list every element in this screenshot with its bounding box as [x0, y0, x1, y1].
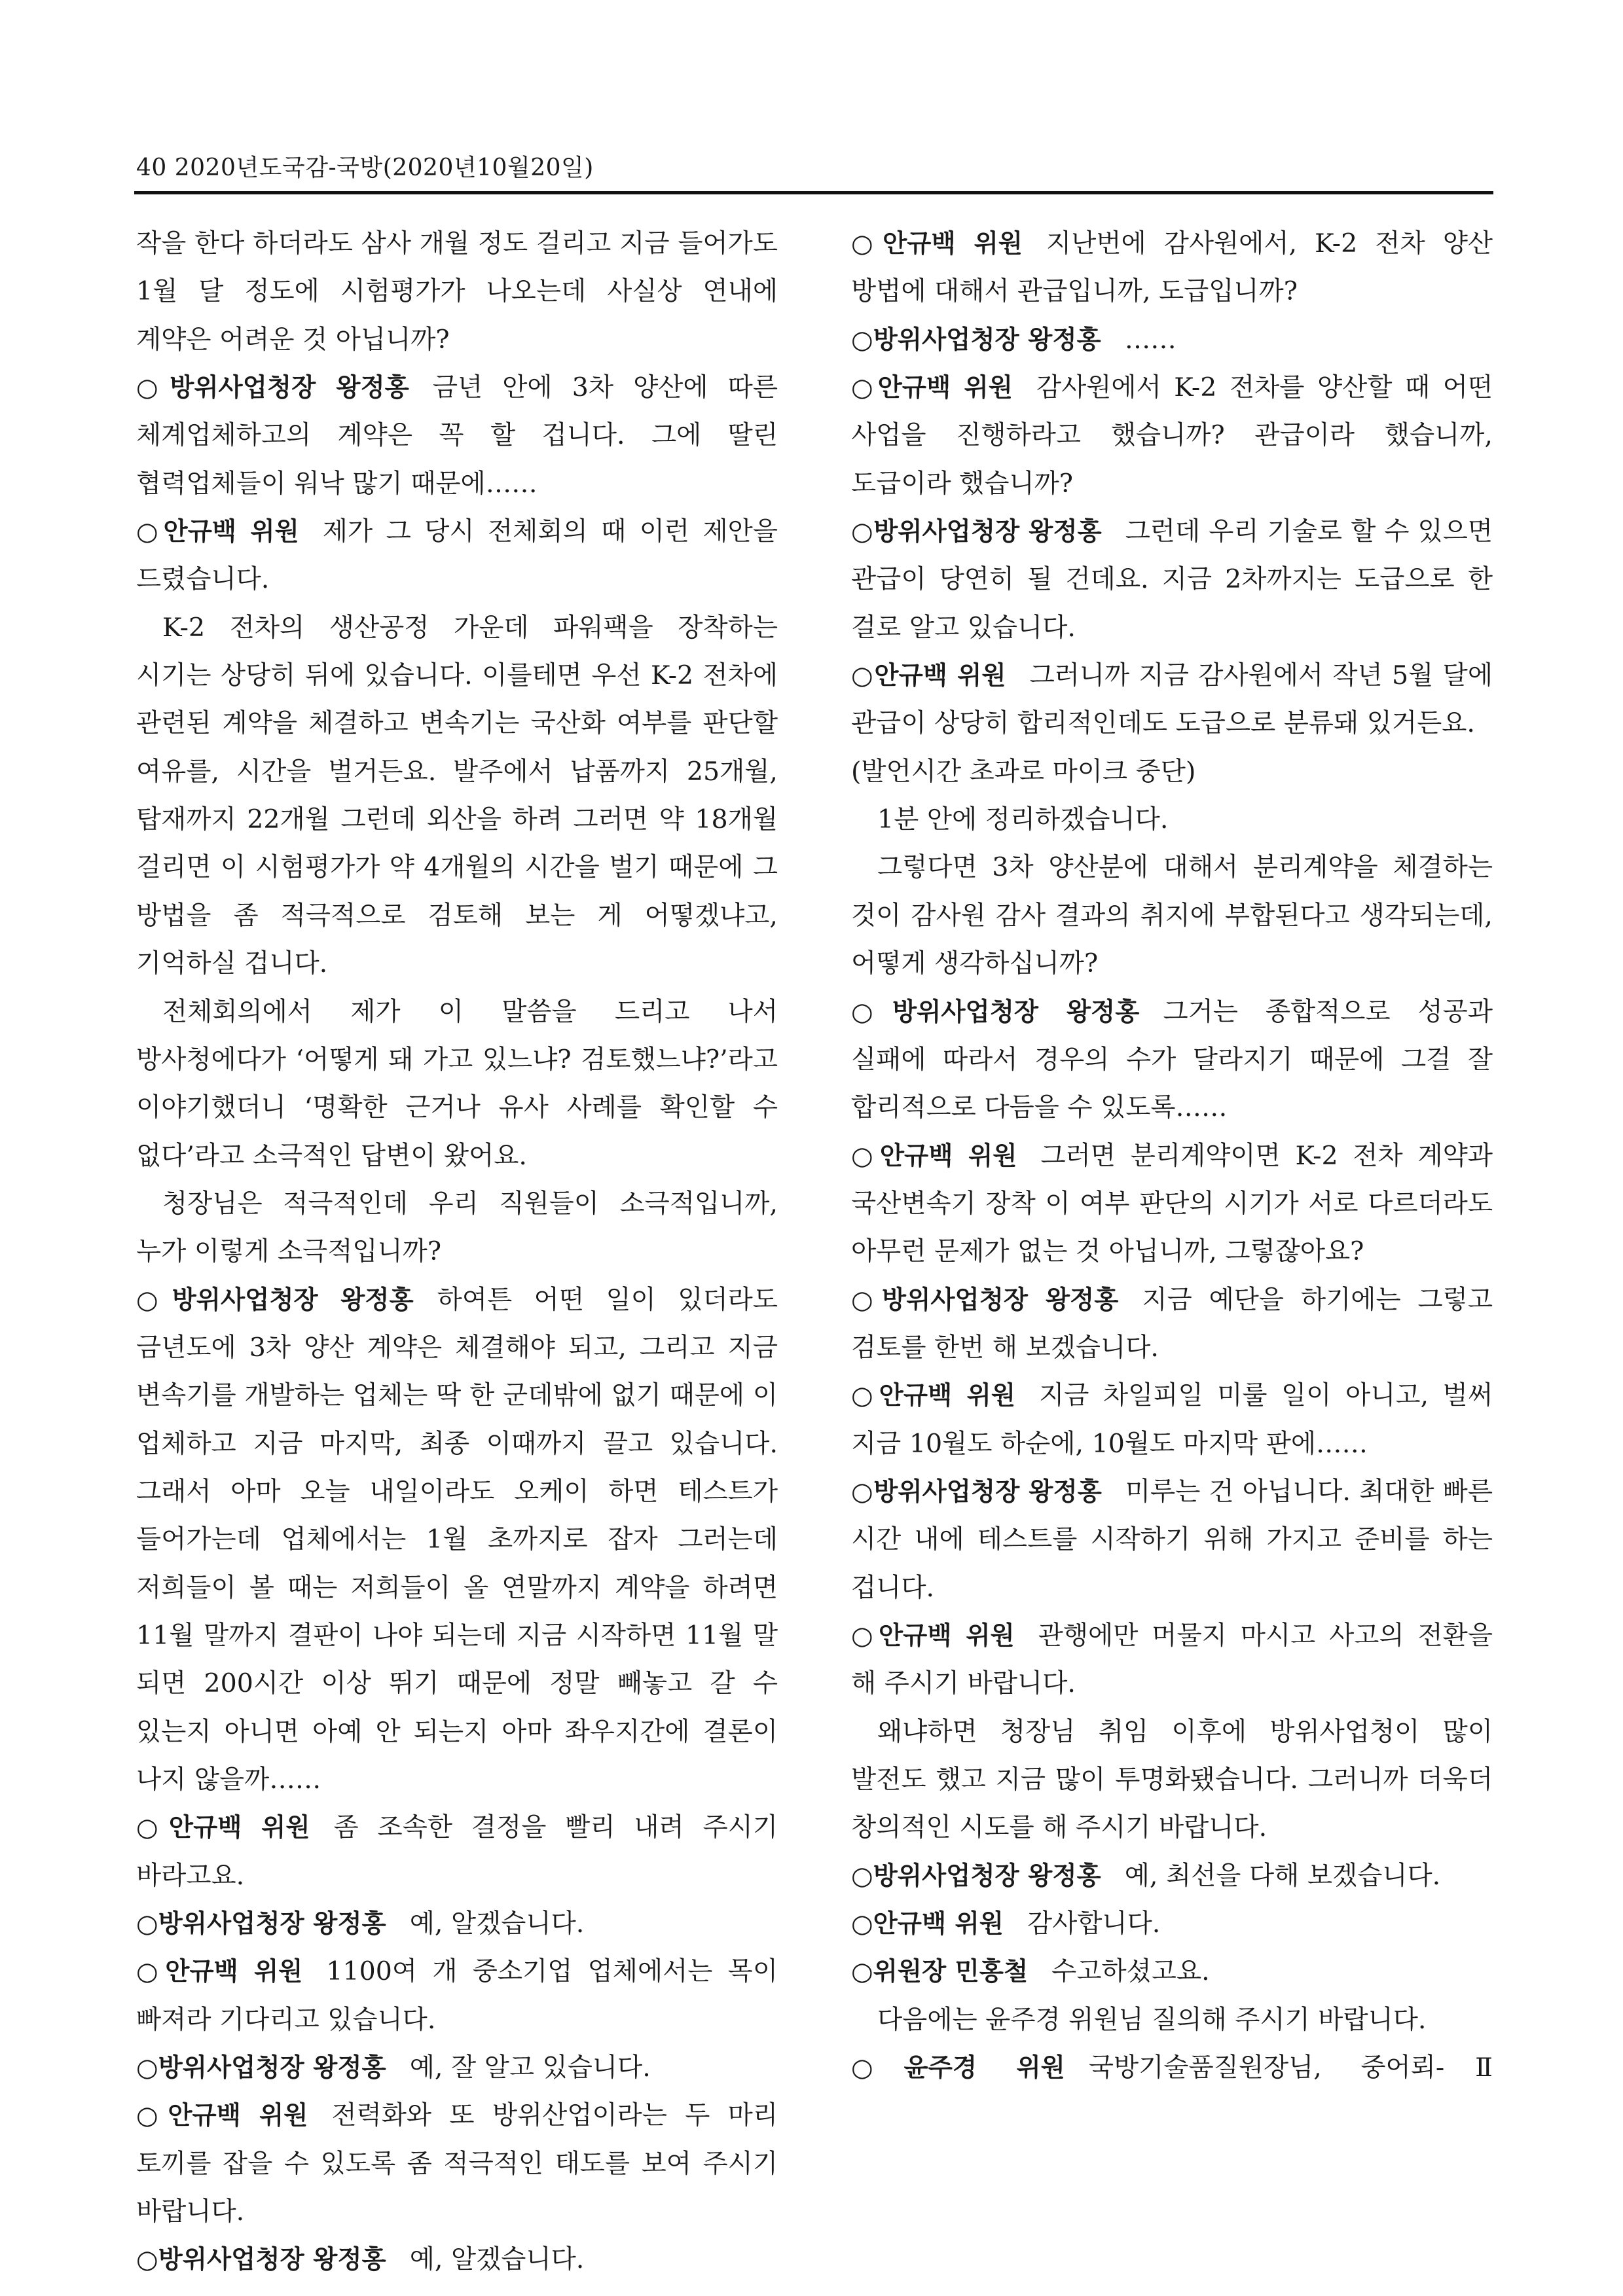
statement-paragraph — [851, 652, 1493, 748]
statement-paragraph — [851, 220, 1493, 316]
header-rule — [134, 191, 1493, 194]
speaker-label: ○안규백 위원 — [851, 1909, 1004, 1939]
continuation-paragraph — [136, 988, 778, 1180]
statement-paragraph — [136, 1276, 778, 1804]
speaker-label: ○안규백 위원 — [851, 229, 1023, 259]
statement-text: 예, 잘 알고 있습니다. — [409, 2053, 651, 2083]
speaker-label: ○방위사업청장 왕정홍 — [851, 1285, 1119, 1315]
statement-text: 제가 그 당시 전체회의 때 이런 제안을 드렸습니다. — [136, 516, 778, 595]
statement-text: 전체회의에서 제가 이 말씀을 드리고 나서 방사청에다가 ‘어떻게 돼 가고 있느냐? 검토했느냐?’라고 이야기했더니 ‘명확한 근거나 유사 사례를 확인할 수 없다’라고 소극적인 답변이 왔어요. — [136, 996, 778, 1171]
statement-paragraph — [851, 1132, 1493, 1276]
right-column — [851, 220, 1493, 2092]
statement-paragraph — [851, 1900, 1493, 1948]
statement-text: 수고하셨고요. — [1051, 1956, 1210, 1987]
speaker-label: ○방위사업청장 왕정홍 — [136, 1909, 386, 1939]
statement-text: 지금 차일피일 미룰 일이 아니고, 벌써 지금 10월도 하순에, 10월도 마지막 판에…… — [851, 1380, 1493, 1459]
statement-text: 그러니까 지금 감사원에서 작년 5월 달에 관급이 상당히 합리적인데도 도급으로 분류돼 있거든요. — [851, 660, 1493, 739]
statement-text: 전력화와 또 방위산업이라는 두 마리 토끼를 잡을 수 있도록 좀 적극적인 태도를 보여 주시기 바랍니다. — [136, 2100, 778, 2227]
continuation-paragraph — [136, 1180, 778, 1276]
speaker-label: ○위원장 민홍철 — [851, 1957, 1029, 1987]
statement-paragraph — [851, 1852, 1493, 1900]
speaker-label: ○안규백 위원 — [136, 2101, 308, 2131]
statement-text: 예, 알겠습니다. — [409, 1909, 585, 1939]
speaker-label: ○안규백 위원 — [851, 1141, 1017, 1171]
statement-text: K-2 전차의 생산공정 가운데 파워팩을 장착하는 시기는 상당히 뒤에 있습니다. 이를테면 우선 K-2 전차에 관련된 계약을 체결하고 변속기는 국산화 여부를 판단할 여유를, 시간을 벌거든요. 발주에서 납품까지 25개월, 탑재까지 22개월 그런데 외산을 하려 그러면 약 18개월 걸리면 이 시험평가가 약 4개월의 시간을 벌기 때문에 그 방법을 좀 적극적으로 검토해 보는 게 어떻겠냐고, 기억하실 겁니다. — [136, 612, 778, 979]
statement-text: 미루는 건 아닙니다. 최대한 빠른 시간 내에 테스트를 시작하기 위해 가지고 준비를 하는 겁니다. — [851, 1476, 1493, 1603]
statement-text: 하여튼 어떤 일이 있더라도 금년도에 3차 양산 계약은 체결해야 되고, 그리고 지금 변속기를 개발하는 업체는 딱 한 군데밖에 없기 때문에 이 업체하고 지금 마지막, 최종 이때까지 끌고 있습니다. 그래서 아마 오늘 내일이라도 오케이 하면 테스트가 들어가는데 업체에서는 1월 초까지로 잡자 그러는데 저희들이 볼 때는 저희들이 올 연말까지 계약을 하려면 11월 말까지 결판이 나야 되는데 지금 시작하면 11월 말 되면 200시간 이상 뛰기 때문에 정말 빼놓고 갈 수 있는지 아니면 아예 안 되는지 아마 좌우지간에 결론이 나지 않을까…… — [136, 1284, 778, 1795]
statement-paragraph — [851, 316, 1493, 364]
statement-text: 청장님은 적극적인데 우리 직원들이 소극적입니까, 누가 이렇게 소극적입니까? — [136, 1188, 778, 1267]
speaker-label: ○방위사업청장 왕정홍 — [851, 325, 1101, 355]
statement-paragraph — [851, 508, 1493, 652]
statement-paragraph — [851, 1948, 1493, 1996]
statement-paragraph — [136, 1900, 778, 1948]
continuation-paragraph — [851, 1708, 1493, 1852]
continuation-paragraph — [851, 796, 1493, 844]
statement-text: 그런데 우리 기술로 할 수 있으면 관급이 당연히 될 건데요. 지금 2차까지는 도급으로 한 걸로 알고 있습니다. — [851, 516, 1493, 643]
statement-paragraph — [136, 2092, 778, 2236]
statement-paragraph — [851, 1612, 1493, 1708]
continuation-paragraph — [851, 748, 1493, 796]
speaker-label: ○안규백 위원 — [851, 1381, 1016, 1411]
statement-paragraph — [851, 2044, 1493, 2092]
statement-text: 감사합니다. — [1027, 1909, 1161, 1939]
statement-text: 예, 알겠습니다. — [409, 2244, 585, 2275]
speaker-label: ○방위사업청장 왕정홍 — [851, 997, 1140, 1027]
statement-text: …… — [1124, 324, 1176, 355]
statement-text: 1분 안에 정리하겠습니다. — [877, 804, 1169, 835]
statement-text: 그렇다면 3차 양산분에 대해서 분리계약을 체결하는 것이 감사원 감사 결과의 취지에 부합된다고 생각되는데, 어떻게 생각하십니까? — [851, 852, 1493, 979]
continuation-paragraph — [851, 844, 1493, 988]
left-column — [136, 220, 778, 2284]
speaker-label: ○안규백 위원 — [851, 373, 1013, 403]
statement-text: 관행에만 머물지 마시고 사고의 전환을 해 주시기 바랍니다. — [851, 1620, 1493, 1699]
continuation-paragraph — [136, 604, 778, 988]
speaker-label: ○안규백 위원 — [136, 1813, 310, 1843]
page-header: 40 2020년도국감-국방(2020년10월20일) — [136, 154, 594, 181]
statement-paragraph — [851, 364, 1493, 508]
statement-text: 그거는 종합적으로 성공과 실패에 따라서 경우의 수가 달라지기 때문에 그걸 잘 합리적으로 다듬을 수 있도록…… — [851, 996, 1493, 1123]
statement-paragraph — [136, 364, 778, 508]
continuation-paragraph — [136, 220, 778, 364]
speaker-label: ○방위사업청장 왕정홍 — [136, 1285, 414, 1315]
speaker-label: ○안규백 위원 — [851, 661, 1006, 691]
statement-text: 지금 예단을 하기에는 그렇고 검토를 한번 해 보겠습니다. — [851, 1284, 1493, 1363]
statement-text: 지난번에 감사원에서, K-2 전차 양산 방법에 대해서 관급입니까, 도급입니까? — [851, 228, 1493, 307]
speaker-label: ○방위사업청장 왕정홍 — [851, 517, 1102, 547]
statement-text: 그러면 분리계약이면 K-2 전차 계약과 국산변속기 장착 이 여부 판단의 시기가 서로 다르더라도 아무런 문제가 없는 것 아닙니까, 그렇잖아요? — [851, 1140, 1493, 1267]
statement-text: 1100여 개 중소기업 업체에서는 목이 빠져라 기다리고 있습니다. — [136, 1956, 778, 2035]
speaker-label: ○안규백 위원 — [851, 1621, 1015, 1651]
statement-text: (발언시간 초과로 마이크 중단) — [851, 756, 1196, 787]
statement-text: 예, 최선을 다해 보겠습니다. — [1124, 1860, 1441, 1891]
speaker-label: ○윤주경 위원 — [851, 2053, 1065, 2083]
speaker-label: ○안규백 위원 — [136, 1957, 303, 1987]
statement-text: 감사원에서 K-2 전차를 양산할 때 어떤 사업을 진행하라고 했습니까? 관급이라 했습니까, 도급이라 했습니까? — [851, 372, 1493, 499]
speaker-label: ○방위사업청장 왕정홍 — [136, 373, 409, 403]
speaker-label: ○방위사업청장 왕정홍 — [851, 1861, 1101, 1891]
speaker-label: ○방위사업청장 왕정홍 — [851, 1477, 1102, 1507]
statement-paragraph — [136, 1804, 778, 1900]
statement-paragraph — [136, 2044, 778, 2092]
speaker-label: ○방위사업청장 왕정홍 — [136, 2245, 386, 2275]
statement-paragraph — [136, 2236, 778, 2284]
statement-paragraph — [851, 988, 1493, 1132]
statement-text: 국방기술품질원장님, 중어뢰-Ⅱ — [1088, 2053, 1493, 2083]
statement-text: 왜냐하면 청장님 취임 이후에 방위사업청이 많이 발전도 했고 지금 많이 투명화됐습니다. 그러니까 더욱더 창의적인 시도를 해 주시기 바랍니다. — [851, 1716, 1493, 1843]
statement-text: 금년 안에 3차 양산에 따른 체계업체하고의 계약은 꼭 할 겁니다. 그에 딸린 협력업체들이 워낙 많기 때문에…… — [136, 372, 778, 499]
statement-text: 작을 한다 하더라도 삼사 개월 정도 걸리고 지금 들어가도 1월 달 정도에 시험평가가 나오는데 사실상 연내에 계약은 어려운 것 아닙니까? — [136, 228, 778, 355]
statement-paragraph — [851, 1468, 1493, 1612]
speaker-label: ○안규백 위원 — [136, 517, 299, 547]
continuation-paragraph — [851, 1996, 1493, 2044]
speaker-label: ○방위사업청장 왕정홍 — [136, 2053, 386, 2083]
statement-paragraph — [136, 1948, 778, 2044]
statement-text: 다음에는 윤주경 위원님 질의해 주시기 바랍니다. — [877, 2004, 1427, 2035]
statement-paragraph — [851, 1276, 1493, 1372]
statement-text: 좀 조속한 결정을 빨리 내려 주시기 바라고요. — [136, 1812, 778, 1891]
statement-paragraph — [851, 1372, 1493, 1468]
statement-paragraph — [136, 508, 778, 604]
